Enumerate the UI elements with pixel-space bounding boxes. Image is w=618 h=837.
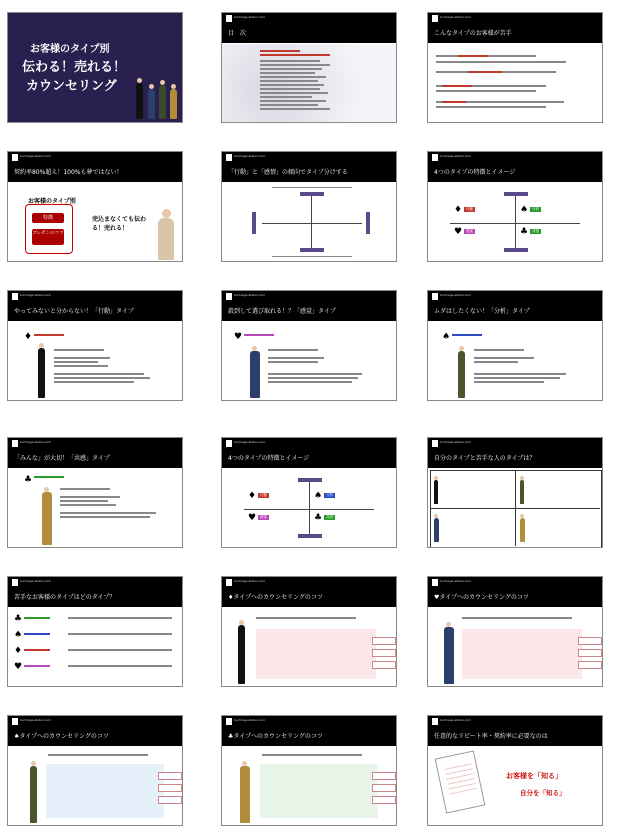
text-line	[260, 68, 322, 70]
slide-header	[8, 577, 182, 607]
slide-title: こんなタイプのお客様が苦手	[434, 30, 512, 37]
axis-label-bottom	[300, 248, 324, 252]
brand-logo-icon	[432, 440, 438, 447]
type-chip-empathy: 共感	[326, 515, 333, 519]
slide-header	[8, 152, 182, 182]
spade-icon: ♠	[14, 630, 23, 640]
site-url: kuchiage.atelier.com	[20, 293, 52, 297]
tip-card	[158, 772, 182, 780]
woman-figure-mustard	[42, 492, 52, 545]
type-chip-empathy: 共感	[532, 229, 539, 233]
text-line	[436, 90, 536, 92]
axis-label-bottom	[298, 534, 322, 538]
slide-8-thumbnail[interactable]	[221, 290, 397, 401]
slide-6-thumbnail[interactable]	[427, 151, 603, 262]
text-line	[260, 72, 315, 74]
woman-figure-3	[159, 85, 166, 119]
text-line	[244, 334, 274, 336]
text-line	[260, 64, 330, 66]
slide-5-thumbnail[interactable]	[221, 151, 397, 262]
site-url: kuchiage.atelier.com	[440, 440, 472, 444]
tips-panel	[256, 629, 376, 679]
slide-7-thumbnail[interactable]	[7, 290, 183, 401]
cover-title-line-3: カウンセリング	[26, 79, 117, 94]
type-chip-feeling: 感覚	[260, 515, 267, 519]
feature-button: 特徴	[32, 213, 64, 223]
axis-vertical	[309, 482, 310, 534]
tip-card	[372, 661, 396, 669]
woman-figure-navy	[434, 518, 439, 542]
slide-header	[428, 152, 602, 182]
axis-label-top	[298, 478, 322, 482]
woman-figure-2	[148, 89, 155, 119]
diamond-icon: ♦	[14, 646, 23, 656]
axis-label-top	[300, 192, 324, 196]
site-url: kuchiage.atelier.com	[234, 293, 266, 297]
brand-logo-icon	[12, 440, 18, 447]
heart-icon: ♥	[454, 227, 463, 237]
slide-header	[428, 438, 602, 468]
club-icon: ♣	[24, 475, 33, 485]
woman-figure-black	[238, 625, 245, 684]
brand-logo-icon	[12, 293, 18, 300]
slide-header	[8, 438, 182, 468]
text-line	[268, 361, 318, 363]
text-line	[260, 92, 328, 94]
text-line	[462, 617, 572, 619]
brand-logo-icon	[226, 440, 232, 447]
woman-figure-black	[38, 348, 45, 398]
text-line	[260, 88, 320, 90]
slide-header	[428, 13, 602, 43]
spade-icon: ♠	[314, 491, 323, 501]
slide-3-thumbnail[interactable]	[427, 12, 603, 123]
brand-logo-icon	[226, 293, 232, 300]
slide-title: 「行動」と「感情」の傾向でタイプ分けする	[228, 169, 348, 176]
slide-15-thumbnail[interactable]	[427, 576, 603, 687]
brand-logo-icon	[226, 718, 232, 725]
cover-title-line-2: 伝わる！売れる！	[22, 60, 127, 75]
slide-2-thumbnail[interactable]	[221, 12, 397, 123]
text-line	[442, 101, 466, 103]
slide-16-thumbnail[interactable]	[7, 715, 183, 826]
text-line	[260, 54, 330, 56]
woman-figure-black	[434, 480, 438, 504]
slide-13-thumbnail[interactable]	[7, 576, 183, 687]
slide-header	[222, 13, 396, 43]
slide-header	[222, 291, 396, 321]
club-icon: ♣	[14, 614, 23, 624]
text-line	[268, 373, 362, 375]
text-line	[48, 754, 148, 756]
text-line	[24, 649, 50, 651]
slide-title: やってみないと分からない！「行動」タイプ	[14, 308, 134, 315]
site-url: kuchiage.atelier.com	[234, 154, 266, 158]
type-chip-action: 行動	[260, 493, 267, 497]
slide-9-thumbnail[interactable]	[427, 290, 603, 401]
text-line	[54, 361, 98, 363]
site-url: kuchiage.atelier.com	[20, 154, 52, 158]
text-line	[60, 496, 120, 498]
axis-label-left	[252, 212, 256, 234]
text-line	[60, 500, 108, 502]
woman-figure-olive	[458, 351, 465, 398]
type-chip-feeling: 感覚	[466, 229, 473, 233]
slide-17-thumbnail[interactable]	[221, 715, 397, 826]
know-customer-text: お客様を「知る」	[506, 772, 562, 780]
diamond-icon: ♦	[24, 332, 33, 342]
slide-title: 「みんな」が大切！「共感」タイプ	[14, 455, 110, 462]
consultant-figure	[158, 218, 174, 260]
text-line	[68, 617, 172, 619]
brand-logo-icon	[226, 15, 232, 22]
slide-10-thumbnail[interactable]	[7, 437, 183, 548]
slide-header	[222, 577, 396, 607]
cover-title-line-1: お客様のタイプ別	[30, 44, 110, 55]
site-url: kuchiage.atelier.com	[440, 293, 472, 297]
text-line	[474, 381, 544, 383]
know-yourself-text: 自分を「知る」	[520, 789, 566, 797]
site-url: kuchiage.atelier.com	[20, 579, 52, 583]
grid-divider-v	[515, 470, 516, 546]
brand-logo-icon	[12, 154, 18, 161]
text-line	[474, 377, 560, 379]
text-line	[54, 377, 150, 379]
text-line	[34, 334, 64, 336]
tip-card	[372, 637, 396, 645]
catch-copy: 売込まなくても伝わる！売れる！	[92, 216, 147, 232]
diamond-icon: ♦	[248, 491, 257, 501]
woman-figure-navy	[250, 351, 260, 398]
slide-11-thumbnail[interactable]	[221, 437, 397, 548]
text-line	[24, 665, 50, 667]
presentation-tips-button: プレゼンのコツ	[32, 229, 64, 245]
tip-card	[158, 784, 182, 792]
slide-4-thumbnail[interactable]	[7, 151, 183, 262]
text-line	[68, 649, 172, 651]
axis-vertical	[515, 196, 516, 248]
slide-1-thumbnail[interactable]	[7, 12, 183, 123]
axis-label-right	[366, 212, 370, 234]
slide-title: ムダはしたくない！「分析」タイプ	[434, 308, 530, 315]
slide-18-thumbnail[interactable]	[427, 715, 603, 826]
site-url: kuchiage.atelier.com	[234, 579, 266, 583]
brand-logo-icon	[432, 579, 438, 586]
text-line	[458, 55, 488, 57]
slide-title: 殺到して選び取れる！？「感覚」タイプ	[228, 308, 336, 315]
text-line	[452, 334, 482, 336]
slide-header	[428, 577, 602, 607]
axis-label-top	[504, 192, 528, 196]
text-line	[260, 100, 326, 102]
text-line	[474, 361, 518, 363]
tip-card	[372, 796, 396, 804]
brand-logo-icon	[226, 154, 232, 161]
text-line	[60, 516, 150, 518]
text-line	[268, 377, 358, 379]
slide-title: ♠タイプへのカウンセリングのコツ	[14, 733, 109, 740]
tip-card	[372, 784, 396, 792]
text-line	[60, 488, 110, 490]
site-url: kuchiage.atelier.com	[234, 440, 266, 444]
slide-14-thumbnail[interactable]	[221, 576, 397, 687]
woman-figure-navy	[444, 627, 454, 684]
slide-title: ♦タイプへのカウンセリングのコツ	[228, 594, 323, 601]
text-line	[256, 617, 356, 619]
site-url: kuchiage.atelier.com	[440, 154, 472, 158]
woman-figure-4	[170, 89, 177, 119]
heart-icon: ♥	[234, 332, 243, 342]
document-illustration-table	[443, 759, 477, 794]
spade-icon: ♠	[520, 205, 529, 215]
brand-logo-icon	[12, 579, 18, 586]
heart-icon: ♥	[248, 513, 257, 523]
text-line	[442, 85, 472, 87]
text-line	[260, 84, 324, 86]
slide-header	[8, 291, 182, 321]
text-line	[60, 504, 116, 506]
type-chip-action: 行動	[466, 207, 473, 211]
text-line	[436, 61, 566, 63]
text-line	[54, 373, 144, 375]
text-line	[260, 76, 326, 78]
spade-icon: ♠	[442, 332, 451, 342]
site-url: kuchiage.atelier.com	[234, 15, 266, 19]
text-line	[260, 96, 312, 98]
text-line	[54, 349, 104, 351]
brand-logo-icon	[12, 718, 18, 725]
text-line	[468, 71, 502, 73]
text-line	[54, 365, 108, 367]
text-line	[474, 349, 524, 351]
site-url: kuchiage.atelier.com	[234, 718, 266, 722]
intro-box-title: お客様のタイプ別	[28, 198, 76, 205]
slide-title: 4つのタイプの特徴とイメージ	[228, 455, 310, 462]
text-line	[272, 256, 352, 257]
axis-horizontal	[262, 223, 362, 224]
tip-card	[372, 772, 396, 780]
text-line	[24, 617, 50, 619]
text-line	[260, 104, 318, 106]
slide-12-thumbnail[interactable]	[427, 437, 603, 548]
grid-frame	[430, 470, 602, 548]
site-url: kuchiage.atelier.com	[440, 579, 472, 583]
slide-title: 苦手なお客様のタイプはどのタイプ？	[14, 594, 116, 601]
text-line	[68, 665, 172, 667]
slide-title: ♣タイプへのカウンセリングのコツ	[228, 733, 323, 740]
tip-card	[578, 649, 602, 657]
text-line	[272, 187, 352, 188]
tip-card	[158, 796, 182, 804]
woman-figure-olive	[30, 766, 37, 823]
axis-label-bottom	[504, 248, 528, 252]
text-line	[60, 512, 156, 514]
woman-figure-1	[136, 83, 143, 119]
slide-header	[428, 291, 602, 321]
slide-title: 目 次	[228, 30, 247, 37]
woman-figure-mustard	[240, 766, 250, 823]
site-url: kuchiage.atelier.com	[440, 718, 472, 722]
slide-title: ♥タイプへのカウンセリングのコツ	[434, 594, 529, 601]
text-line	[436, 106, 546, 108]
brand-logo-icon	[432, 154, 438, 161]
site-url: kuchiage.atelier.com	[440, 15, 472, 19]
slide-header	[222, 716, 396, 746]
tips-panel	[46, 764, 164, 818]
text-line	[54, 357, 110, 359]
type-chip-analysis: 分析	[326, 493, 333, 497]
text-line	[260, 80, 318, 82]
text-line	[262, 754, 362, 756]
club-icon: ♣	[520, 227, 529, 237]
tips-panel	[462, 629, 582, 679]
text-line	[474, 357, 534, 359]
text-line	[68, 633, 172, 635]
text-line	[260, 60, 320, 62]
tips-panel	[260, 764, 378, 818]
heart-icon: ♥	[14, 662, 23, 672]
diamond-icon: ♦	[454, 205, 463, 215]
tip-card	[372, 649, 396, 657]
text-line	[474, 373, 566, 375]
slide-header	[222, 438, 396, 468]
site-url: kuchiage.atelier.com	[20, 718, 52, 722]
text-line	[268, 381, 352, 383]
woman-figure-mustard	[520, 518, 525, 542]
brand-logo-icon	[226, 579, 232, 586]
slide-header	[8, 716, 182, 746]
slide-header	[428, 716, 602, 746]
site-url: kuchiage.atelier.com	[20, 440, 52, 444]
text-line	[268, 349, 318, 351]
text-line	[24, 633, 50, 635]
slide-title: 任意的なリピート率・契約率に必要なのは	[434, 733, 548, 740]
slide-title: 自分のタイプと苦手な人のタイプは？	[434, 455, 536, 462]
axis-vertical	[311, 196, 312, 248]
text-line	[54, 381, 134, 383]
slide-title: 4つのタイプの特徴とイメージ	[434, 169, 516, 176]
brand-logo-icon	[432, 293, 438, 300]
tip-card	[578, 661, 602, 669]
type-chip-analysis: 分析	[532, 207, 539, 211]
brand-logo-icon	[432, 15, 438, 22]
text-line	[34, 476, 64, 478]
text-line	[260, 108, 330, 110]
woman-figure-olive	[520, 480, 524, 504]
text-line	[260, 50, 300, 52]
club-icon: ♣	[314, 513, 323, 523]
tip-card	[578, 637, 602, 645]
slide-title: 契約率80%超え！100%も夢ではない！	[14, 169, 123, 176]
brand-logo-icon	[432, 718, 438, 725]
slide-header	[222, 152, 396, 182]
text-line	[268, 357, 324, 359]
